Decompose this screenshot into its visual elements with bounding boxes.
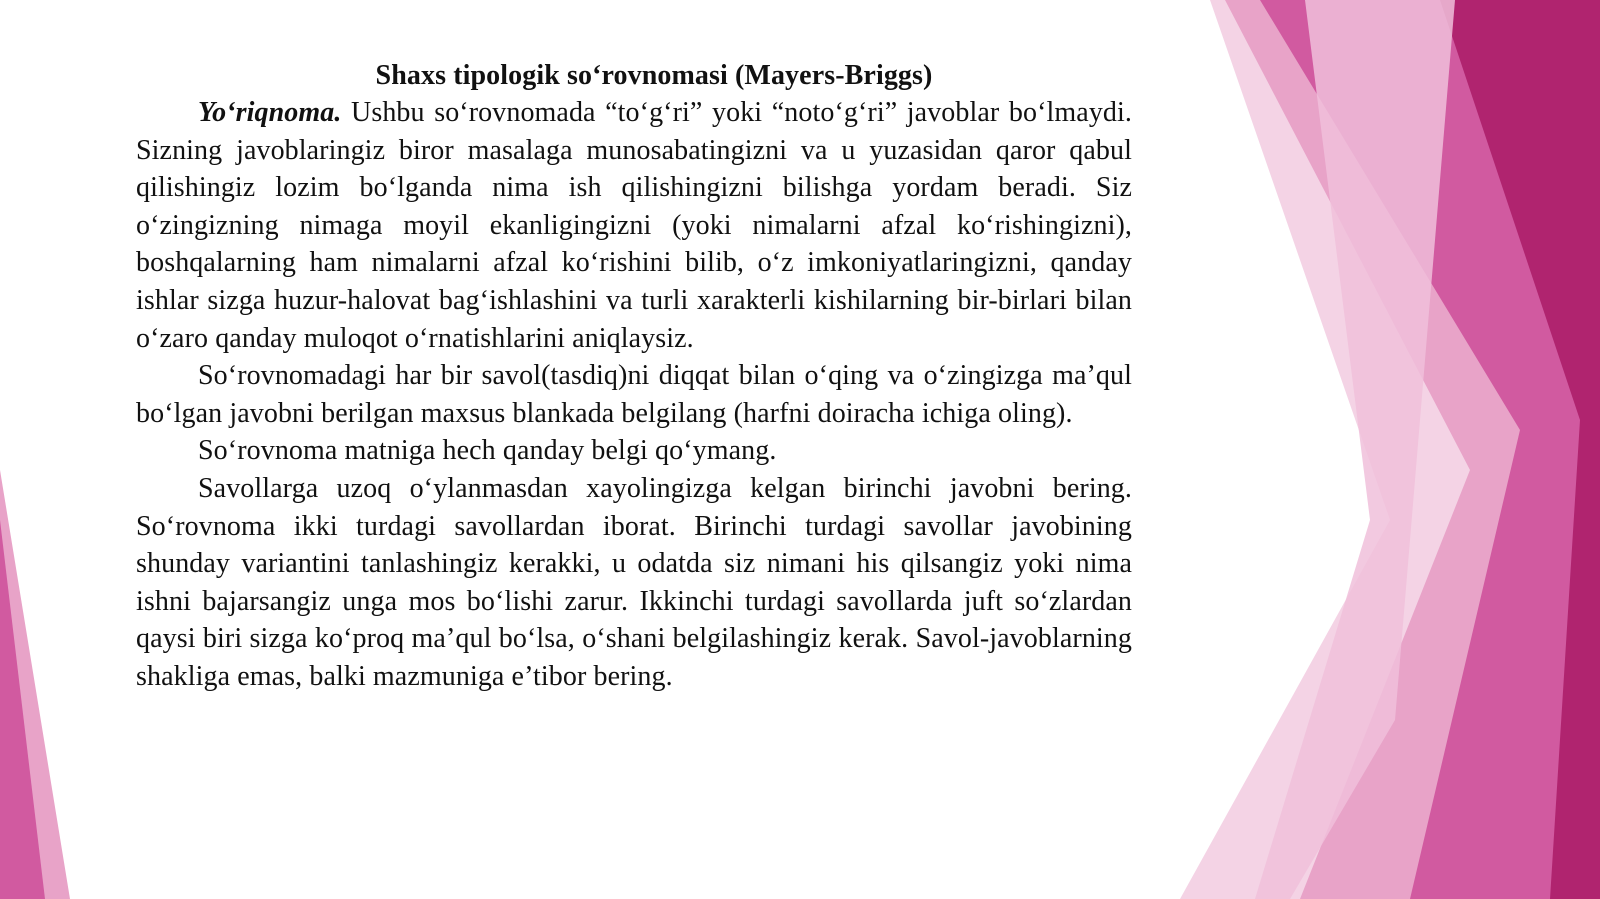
document-text [136,58,1132,696]
document-title: Shaxs tipologik so‘rovnomasi (Mayers-Briggs) [375,60,933,91]
paragraph-no-marks: So‘rovnoma matniga hech qanday belgi qo‘ymang. [198,435,777,467]
intro-lead: Yo‘riqnoma. [198,97,342,128]
paragraph-answer-types: Savollarga uzoq o‘ylanmasdan xayolingizga kelgan birinchi javobni bering. So‘rovnoma ikki turdagi savollardan iborat. Birinchi turdagi savollar javobining shunday variantini tanlashingiz kerakki, u odatda siz nimani his qilsangiz yoki nima ishni bajarsangiz unga mos bo‘lishi zarur. Ikkinchi turdagi savollarda juft so‘zlardan qaysi biri sizga ko‘proq ma’qul bo‘lsa, o‘shani belgilashingiz kerak. Savol-javoblarning shakliga emas, balki mazmuniga e’tibor bering. [136,472,1132,692]
paragraph-instructions: So‘rovnomadagi har bir savol(tasdiq)ni diqqat bilan o‘qing va o‘zingizga ma’qul bo‘lgan javobni berilgan maxsus blankada belgilang (harfni doiracha ichiga oling). [136,360,1132,429]
intro-text: Ushbu so‘rovnomada “to‘g‘ri” yoki “noto‘g‘ri” javoblar bo‘lmaydi. Sizning javoblaringiz biror masalaga munosabatingizni va u yuzasidan qaror qabul qilishingiz lozim bo‘lganda nima ish qilishingizni bilishga yordam beradi. Siz o‘zingizning nimaga moyil ekanligingizni (yoki nimalarni afzal ko‘rishingizni), boshqalarning ham nimalarni afzal ko‘rishini bilib, o‘z imkoniyatlaringizni, qanday ishlar sizga huzur-halovat bag‘ishlashini va turli xarakterli kishilarning bir-birlari bilan o‘zaro qanday muloqot o‘rnatishlarini aniqlaysiz. [136,97,1132,354]
intro-paragraph [136,94,1132,357]
